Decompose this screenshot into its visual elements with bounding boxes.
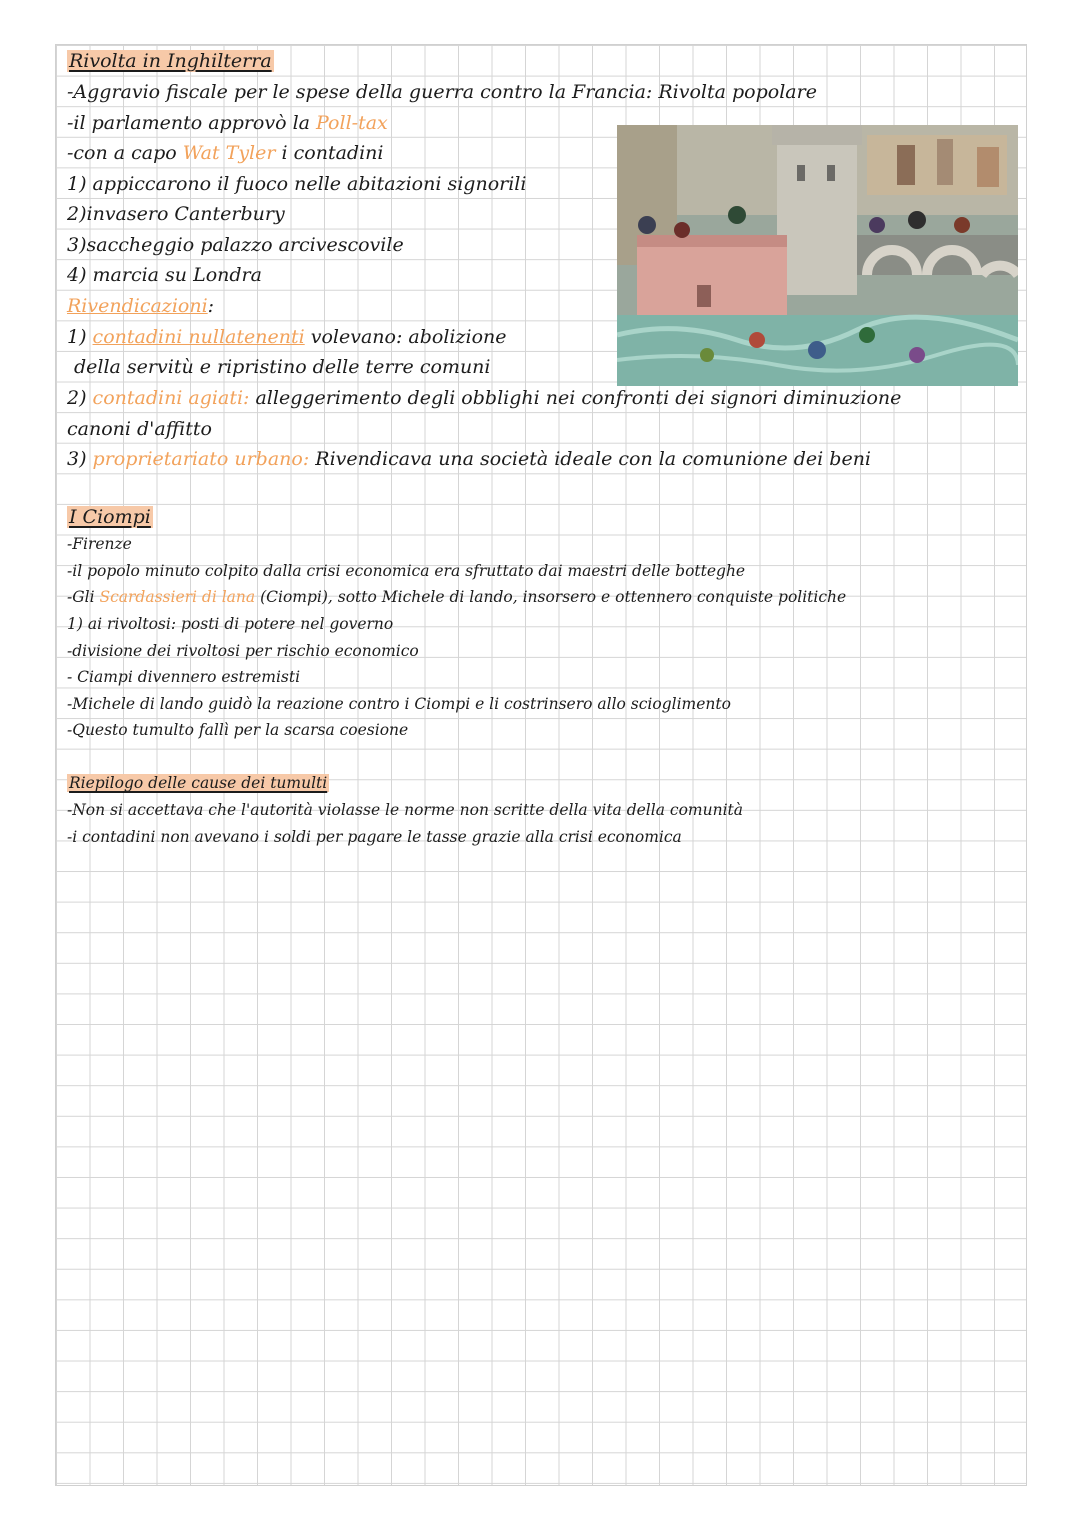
claim-2-cont: canoni d'affitto [67,418,212,440]
keyword-poll-tax: Poll-tax [316,112,388,134]
ciompi-line-8: -Questo tumulto fallì per la scarsa coesione [67,721,409,739]
ciompi-line-6: - Ciampi divennero estremisti [67,668,301,686]
claim-3: 3) proprietariato urbano: Rivendicava una società ideale con la comunione dei beni [67,448,872,470]
section-title-england: Rivolta in Inghilterra [69,50,272,72]
claim-1-cont: della servitù e ripristino delle terre comuni [74,356,491,378]
england-line-3: -con a capo Wat Tyler i contadini [67,142,384,164]
ciompi-line-3: -Gli Scardassieri di lana (Ciompi), sotto Michele di lando, insorsero e ottennero conquiste politiche [67,588,847,606]
england-line-1: -Aggravio fiscale per le spese della guerra contro la Francia: Rivolta popolare [67,81,817,103]
england-line-7: 4) marcia su Londra [67,264,262,286]
section-title-summary: Riepilogo delle cause dei tumulti [69,774,328,792]
revolt-miniature-image [617,125,1018,386]
summary-line-2: -i contadini non avevano i soldi per pagare le tasse grazie alla crisi economica [67,828,682,846]
england-line-4: 1) appiccarono il fuoco nelle abitazioni signorili [67,173,527,195]
ciompi-line-1: -Firenze [67,535,132,553]
ciompi-line-4: 1) ai rivoltosi: posti di potere nel governo [67,615,394,633]
ciompi-line-7: -Michele di lando guidò la reazione contro i Ciompi e li costrinsero allo scioglimento [67,695,731,713]
ciompi-line-2: -il popolo minuto colpito dalla crisi economica era sfruttato dai maestri delle botteghe [67,562,746,580]
keyword-wat-tyler: Wat Tyler [182,142,276,164]
ciompi-line-5: -divisione dei rivoltosi per rischio economico [67,642,419,660]
keyword-scardassieri: Scardassieri di lana [99,588,256,606]
england-line-6: 3)saccheggio palazzo arcivescovile [67,234,404,256]
section-title-ciompi: I Ciompi [69,506,151,528]
claim-2: 2) contadini agiati: alleggerimento degli obblighi nei confronti dei signori diminuzione [67,387,902,409]
claims-heading: Rivendicazioni: [67,295,215,317]
claim-1: 1) contadini nullatenenti volevano: abolizione [67,326,507,348]
summary-line-1: -Non si accettava che l'autorità violasse le norme non scritte della vita della comunità [67,801,743,819]
england-line-5: 2)invasero Canterbury [67,203,285,225]
england-line-2: -il parlamento approvò la Poll-tax [67,112,388,134]
